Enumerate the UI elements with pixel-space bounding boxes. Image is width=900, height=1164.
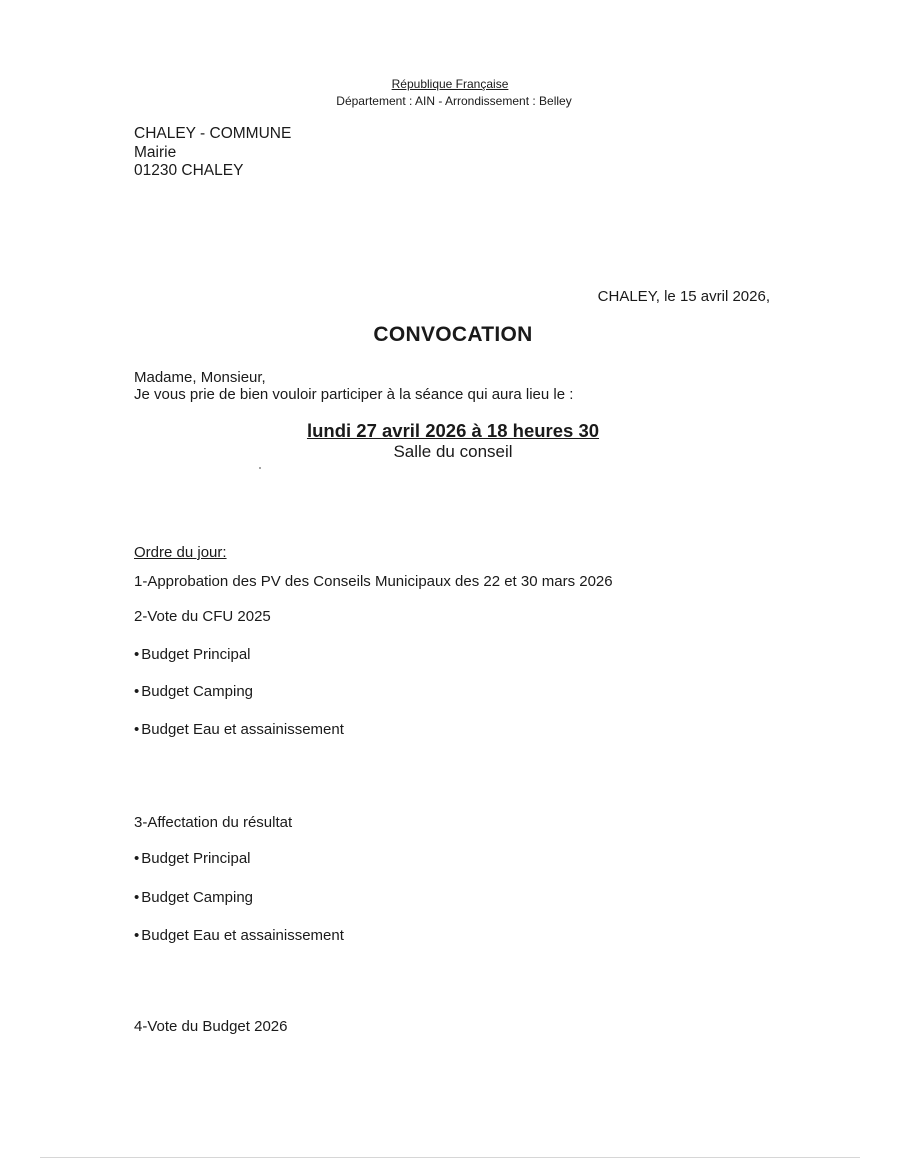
agenda-item-3-bullet-1 — [134, 850, 251, 867]
republic-heading: République Française — [391, 77, 509, 91]
bullet-label: Budget Camping — [141, 683, 254, 700]
bullet-icon: • — [134, 683, 140, 700]
agenda-item-2: 2-Vote du CFU 2025 — [134, 608, 271, 625]
agenda-item-2-bullet-2 — [134, 683, 253, 700]
department-heading: Département : AIN - Arrondissement : Belley — [336, 94, 572, 108]
bullet-label: Budget Eau et assainissement — [141, 927, 344, 944]
bullet-label: Budget Eau et assainissement — [141, 721, 344, 738]
bullet-icon: • — [134, 850, 140, 867]
bullet-label: Budget Principal — [141, 850, 251, 867]
sender-name: CHALEY - COMMUNE — [134, 125, 292, 142]
document-title: CONVOCATION — [373, 323, 533, 346]
intro-text: Je vous prie de bien vouloir participer à la séance qui aura lieu le : — [134, 386, 574, 403]
agenda-item-3-bullet-2 — [134, 889, 253, 906]
bullet-icon: • — [134, 889, 140, 906]
bullet-label: Budget Principal — [141, 646, 251, 663]
meeting-date: lundi 27 avril 2026 à 18 heures 30 — [306, 420, 600, 441]
agenda-item-2-bullet-1 — [134, 646, 251, 663]
bullet-icon: • — [134, 927, 140, 944]
scan-speck — [259, 467, 261, 469]
letter-date: CHALEY, le 15 avril 2026, — [597, 288, 770, 305]
agenda-item-3: 3-Affectation du résultat — [134, 814, 293, 831]
agenda-item-3-bullet-3 — [134, 927, 344, 944]
bullet-icon: • — [134, 646, 140, 663]
sender-office: Mairie — [134, 144, 177, 161]
agenda-title: Ordre du jour: — [134, 544, 227, 561]
bullet-icon: • — [134, 721, 140, 738]
bullet-label: Budget Camping — [141, 889, 254, 906]
agenda-item-1: 1-Approbation des PV des Conseils Municipaux des 22 et 30 mars 2026 — [134, 573, 613, 590]
agenda-item-4: 4-Vote du Budget 2026 — [134, 1018, 288, 1035]
salutation: Madame, Monsieur, — [134, 369, 266, 386]
meeting-place: Salle du conseil — [393, 442, 513, 461]
sender-address: 01230 CHALEY — [134, 162, 244, 179]
agenda-item-2-bullet-3 — [134, 721, 344, 738]
scan-bottom-line — [40, 1157, 860, 1158]
